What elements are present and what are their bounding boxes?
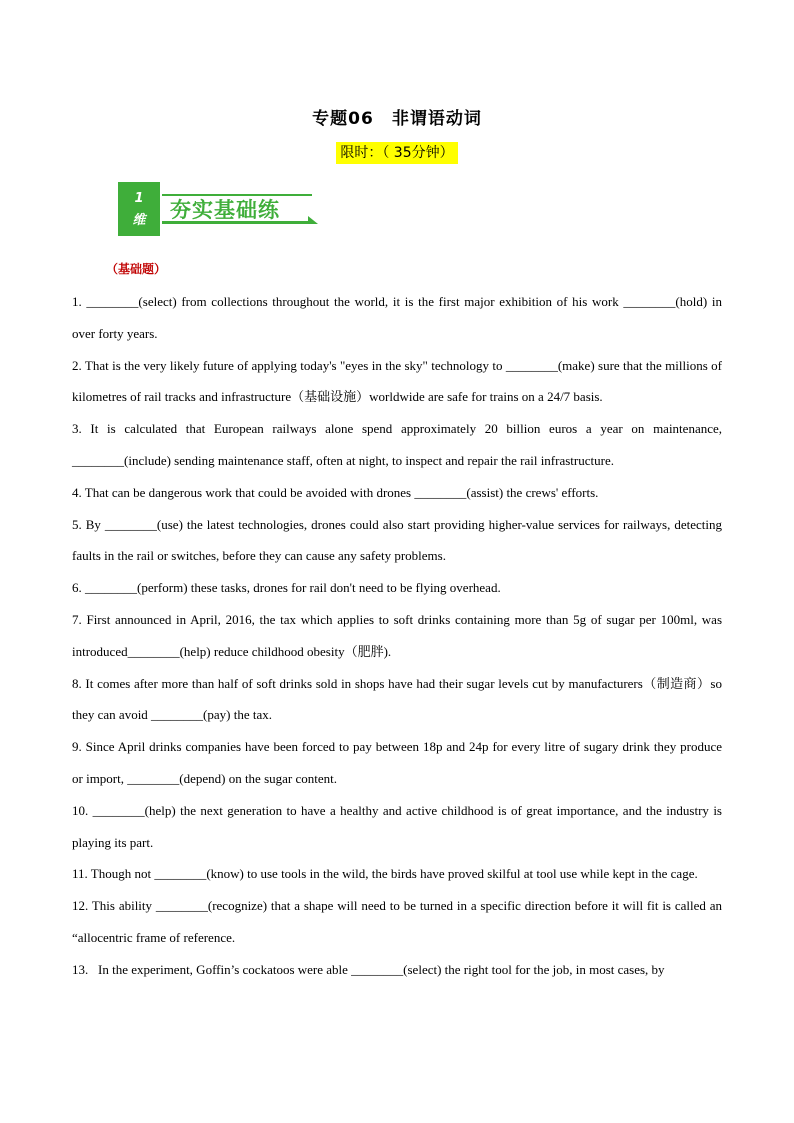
time-limit-row xyxy=(0,142,794,164)
question-item: 8. It comes after more than half of soft drinks sold in shops have had their sugar levels cut by manufacturers（制造商）so they can avoid ________(pay) the tax. xyxy=(72,675,726,723)
section-label: （基础题） xyxy=(106,262,167,276)
question-list xyxy=(72,286,726,986)
question-item: 1. ________(select) from collections throughout the world, it is the first major exhibition of his work ________(hold) in over forty years. xyxy=(72,294,726,341)
section-banner xyxy=(118,182,318,238)
question-item: 9. Since April drinks companies have been forced to pay between 18p and 24p for every litre of sugary drink they produce or import, ________(depend) on the sugar content. xyxy=(72,739,726,786)
question-item: 7. First announced in April, 2016, the tax which applies to soft drinks containing more than 5g of sugar per 100ml, was introduced________(help) reduce childhood obesity（肥胖). xyxy=(72,611,726,659)
title-topic-number: 专题06 xyxy=(312,109,374,129)
question-item: 10. ________(help) the next generation to have a healthy and active childhood is of great importance, and the industry is playing its part. xyxy=(72,802,726,850)
banner-title: 夯实基础练 xyxy=(162,194,312,224)
question-item: 3. It is calculated that European railways alone spend approximately 20 billion euros a year on maintenance, ________(include) sending maintenance staff, often at night, to inspect and repair the rail infrastructure. xyxy=(72,421,726,468)
banner-tail-decoration xyxy=(308,216,318,224)
question-item: 12. This ability ________(recognize) that a shape will need to be turned in a specific direction before it will fit is called an “allocentric frame of reference. xyxy=(72,898,726,945)
banner-badge-number: 1 xyxy=(134,191,144,206)
banner-badge-text: 维 xyxy=(132,213,146,228)
question-item: 11. Though not ________(know) to use tools in the wild, the birds have proved skilful at tool use while kept in the cage. xyxy=(72,866,698,882)
question-item: 6. ________(perform) these tasks, drones for rail don't need to be flying overhead. xyxy=(72,580,501,596)
question-item: 4. That can be dangerous work that could be avoided with drones ________(assist) the crews' efforts. xyxy=(72,484,599,500)
banner-badge xyxy=(118,182,160,236)
time-limit-highlight: 限时：（ 35分钟） xyxy=(336,142,457,164)
question-item: 2. That is the very likely future of applying today's "eyes in the sky" technology to ________(make) sure that the millions of kilometres of rail tracks and infrastructure（基础设施）worldwide are safe for trains on a 24/7 basis. xyxy=(72,357,726,405)
question-item: 5. By ________(use) the latest technologies, drones could also start providing higher-value services for railways, detecting faults in the rail or switches, before they can cause any safety problems. xyxy=(72,516,726,564)
page-title xyxy=(0,104,794,129)
title-topic-name: 非谓语动词 xyxy=(391,109,482,129)
question-item: 13. In the experiment, Goffin’s cockatoos were able ________(select) the right tool for the job, in most cases, by xyxy=(72,961,665,977)
